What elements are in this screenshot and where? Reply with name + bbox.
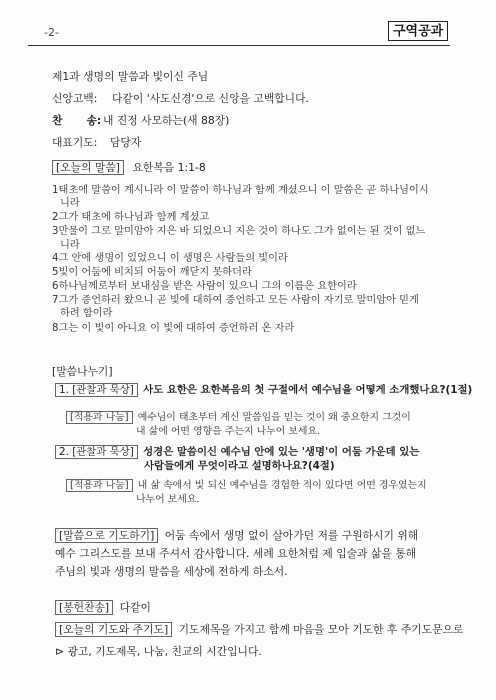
notice-line: ⊳ 광고, 기도제목, 나눔, 친교의 시간입니다. [55,645,262,658]
today-prayer-label: [오늘의 기도와 주기도] [55,622,172,637]
verse-line: 니라 [60,198,80,209]
apply-2-label: [적용과 나눔] [66,479,133,492]
scripture-heading [52,160,206,175]
verse-line: 니라 [60,240,80,251]
closing-prayer-line2: 예수 그리스도를 보내 주셔서 감사합니다. 세례 요한처럼 제 입술과 삶을 통해 [55,547,417,560]
verse-line: 4그 안에 생명이 있었으니 이 생명은 사람들의 빛이라 [52,253,288,264]
prayer-text: 담당자 [110,136,142,149]
verse-line: 5빛이 어둠에 비치되 어둠이 깨닫지 못하더라 [52,267,252,278]
today-prayer [55,622,463,637]
verse-line: 하려 함이라 [60,308,113,319]
offering-hymn [55,600,151,615]
section-badge: 구역공과 [388,21,448,41]
question-1-prefix: 1. [관찰과 묵상] [55,383,138,397]
verse-line: 6하나님께로부터 보내심을 받은 사람이 있으니 그의 이름은 요한이라 [52,281,357,292]
scripture-label: [오늘의 말씀] [52,160,124,175]
verse-line: 8그는 이 빛이 아니요 이 빛에 대하여 증언하러 온 자라 [52,323,295,334]
lesson-title: 제1과 생명의 말씀과 빛이신 주님 [52,70,209,83]
offering-text: 다같이 [119,601,151,614]
closing-prayer-line3: 주님의 빛과 생명의 말씀을 세상에 전하게 하소서. [55,565,288,578]
creed-text: 다같이 '사도신경'으로 신앙을 고백합니다. [112,92,309,105]
page-number: -2- [44,26,59,39]
prayer-label: 대표기도: [52,136,98,149]
closing-prayer-line1: [말씀으로 기도하기] 어둠 속에서 생명 없이 살아가던 저를 구원하시기 위해 [55,528,418,543]
apply-1-line1: 예수님이 태초부터 계신 말씀임을 믿는 것이 왜 중요한지 그것이 [137,412,411,423]
question-2-line1: 성경은 말씀이신 예수님 안에 있는 '생명'이 어둠 가운데 있는 [143,446,420,458]
apply-2 [66,477,427,491]
apply-1 [66,409,411,423]
verse-line: 1태초에 말씀이 계시니라 이 말씀이 하나님과 함께 계셨으니 이 말씀은 곧 하나님이시 [52,185,429,196]
closing-prayer-label: [말씀으로 기도하기] [55,528,158,543]
question-2-prefix: 2. [관찰과 묵상] [55,445,138,459]
header-rule [28,45,450,46]
hymn-label: 찬 송: [52,114,102,127]
scripture-reference: 요한복음 1:1-8 [132,161,206,174]
question-1-text: 사도 요한은 요한복음의 첫 구절에서 예수님을 어떻게 소개했나요?(1절) [143,384,473,396]
creed-label: 신앙고백: [52,92,98,105]
question-2 [55,443,419,458]
apply-1-label: [적용과 나눔] [66,411,133,424]
verse-line: 3만물이 그로 말미암아 지은 바 되었으니 지은 것이 하나도 그가 없이는 된 것이 없느 [52,226,426,237]
verse-line: 2그가 태초에 하나님과 함께 계셨고 [52,212,210,223]
today-prayer-text: 기도제목을 가지고 함께 마음을 모아 기도한 후 주기도문으로 [178,623,464,636]
question-1 [55,381,472,396]
question-2-line2: 사람들에게 무엇이라고 설명하나요?(4절) [144,460,335,472]
hymn-text: 내 진정 사모하는(새 88장) [103,114,230,127]
offering-label: [봉헌찬송] [55,600,113,615]
apply-1-line2: 내 삶에 어떤 영향을 주는지 나누어 보세요. [136,426,321,437]
apply-2-line1: 내 삶 속에서 빛 되신 예수님을 경험한 적이 있다면 어떤 경우였는지 [137,480,427,491]
apply-2-line2: 나누어 보세요. [136,494,200,505]
sharing-label: [말씀나누기] [52,365,113,378]
verse-line: 7그가 증언하러 왔으니 곧 빛에 대하여 증언하고 모든 사람이 자기로 말미암아 믿게 [52,295,419,306]
